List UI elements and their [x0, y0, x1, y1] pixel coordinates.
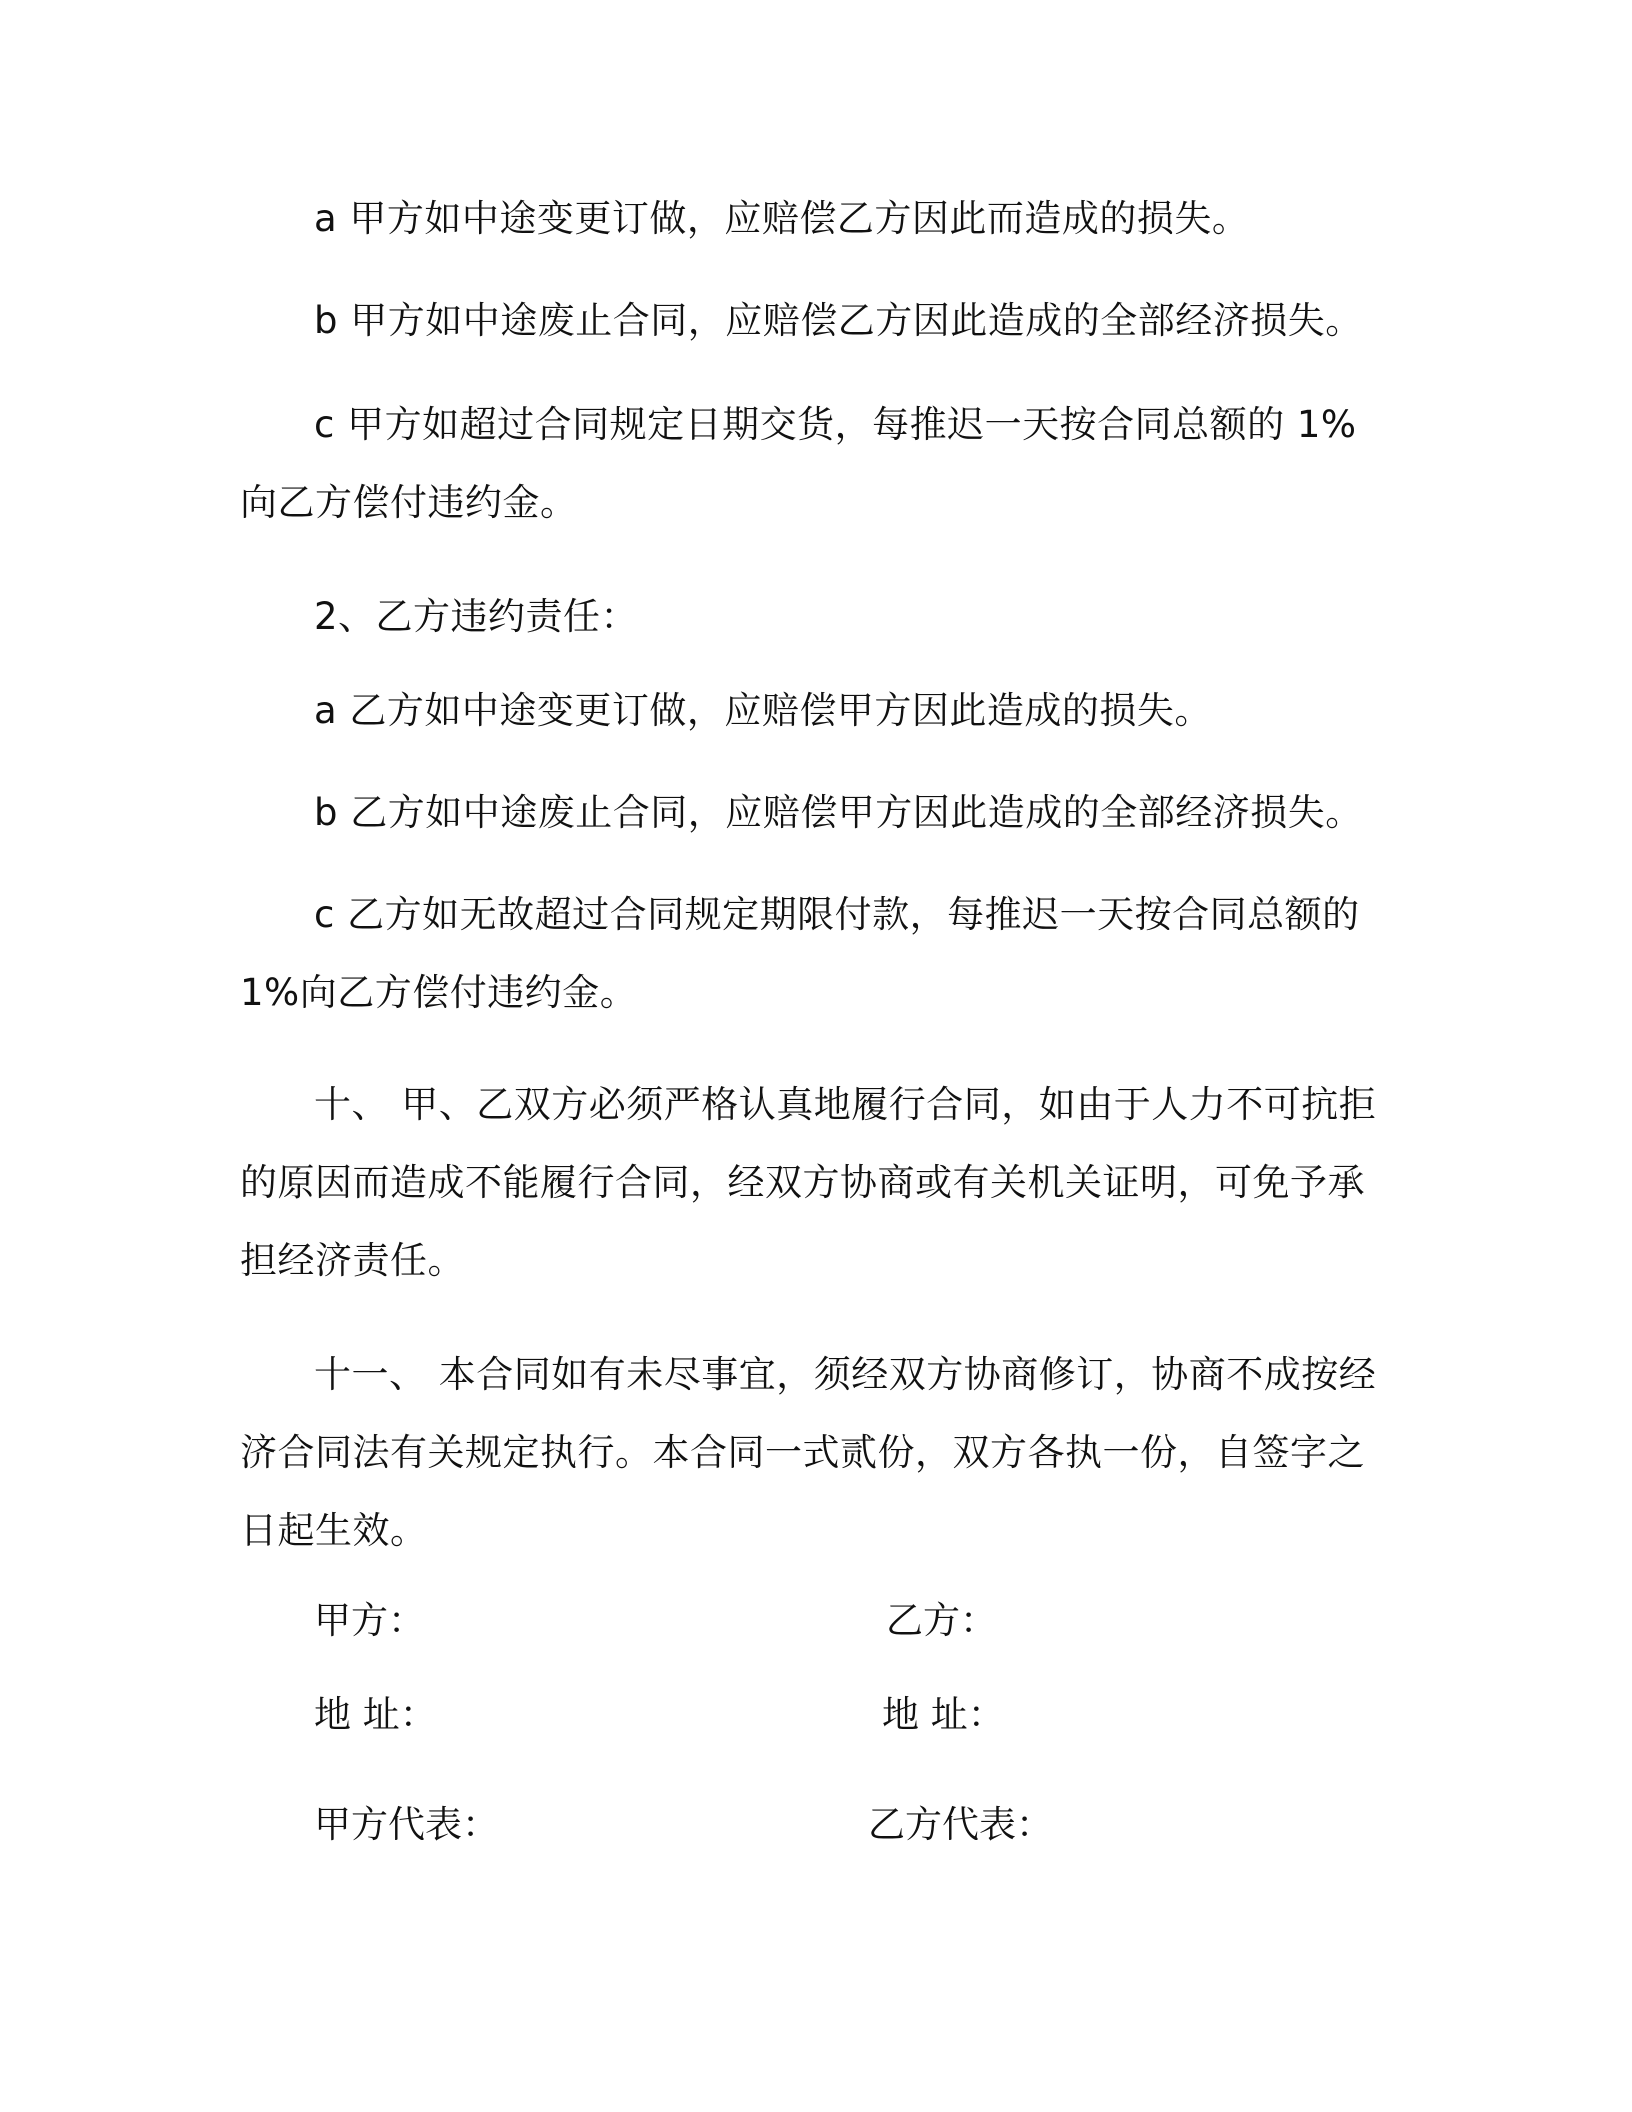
clause-party-a-breach-b: b 甲方如中途废止合同，应赔偿乙方因此造成的全部经济损失。: [314, 299, 1363, 342]
article-11: 十一、 本合同如有未尽事宜，须经双方协商修订，协商不成按经济合同法有关规定执行。本合同一式贰份，双方各执一份，自签字之日起生效。: [240, 1353, 1377, 1552]
clause-party-b-breach-c: c 乙方如无故超过合同规定期限付款，每推迟一天按合同总额的 1%向乙方偿付违约金。: [240, 893, 1360, 1014]
party-b-label: 乙方：: [886, 1599, 997, 1642]
clause-party-b-breach-b: b 乙方如中途废止合同，应赔偿甲方因此造成的全部经济损失。: [314, 791, 1363, 834]
address-a-label: 地 址：: [314, 1693, 437, 1736]
clause-party-a-breach-c: c 甲方如超过合同规定日期交货，每推迟一天按合同总额的 1%向乙方偿付违约金。: [240, 403, 1357, 524]
party-a-label: 甲方：: [314, 1599, 425, 1642]
rep-b-label: 乙方代表：: [868, 1803, 1053, 1846]
address-b-label: 地 址：: [882, 1693, 1005, 1736]
rep-a-label: 甲方代表：: [314, 1803, 499, 1846]
clause-party-b-breach-a: a 乙方如中途变更订做，应赔偿甲方因此造成的损失。: [314, 689, 1212, 732]
article-10: 十、 甲、乙双方必须严格认真地履行合同，如由于人力不可抗拒的原因而造成不能履行合同，经双方协商或有关机关证明，可免予承担经济责任。: [240, 1083, 1377, 1282]
party-b-breach-heading: 2、乙方违约责任：: [314, 595, 639, 638]
clause-party-a-breach-a: a 甲方如中途变更订做，应赔偿乙方因此而造成的损失。: [314, 197, 1250, 240]
